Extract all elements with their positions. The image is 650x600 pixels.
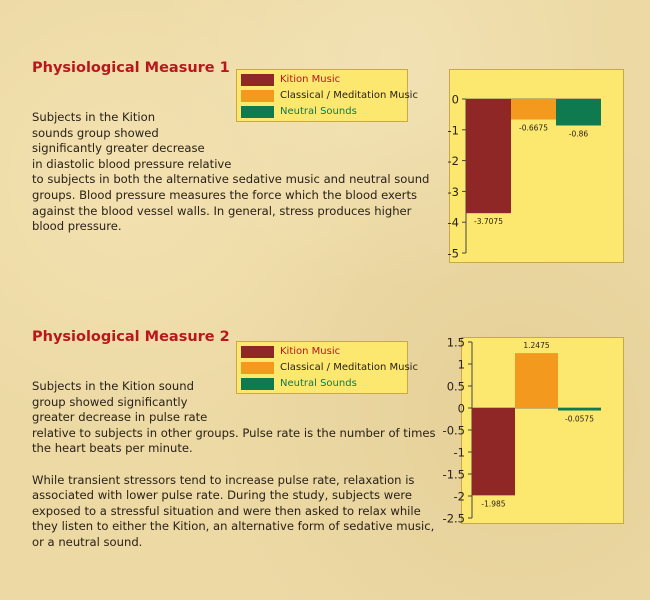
description-line: in diastolic blood pressure relative bbox=[32, 156, 232, 171]
description-line: associated with lower pulse rate. During the study, subjects were bbox=[32, 488, 412, 503]
legend-label-kition: Kition Music bbox=[280, 346, 341, 357]
legend-label-kition: Kition Music bbox=[280, 74, 341, 85]
description-line bbox=[32, 457, 436, 473]
y-tick-label: -2 bbox=[447, 154, 459, 169]
legend-swatch-classical bbox=[241, 362, 274, 374]
description-line: Subjects in the Kition sound bbox=[32, 379, 194, 393]
y-tick-label: 1.5 bbox=[446, 335, 465, 350]
description-line: greater decrease in pulse rate bbox=[32, 410, 208, 425]
bar-value-label: -0.6675 bbox=[519, 123, 548, 133]
bar-value-label: -0.0575 bbox=[565, 414, 594, 424]
bar-chart-2 bbox=[442, 335, 625, 526]
description-line: blood pressure. bbox=[32, 219, 122, 234]
bar-value-label: 1.2475 bbox=[523, 341, 550, 351]
legend-label-classical: Classical / Meditation Music bbox=[280, 90, 418, 101]
description-line: significantly greater decrease bbox=[32, 141, 205, 156]
bar-classical-meditation-music bbox=[511, 99, 556, 120]
y-tick-label: 0 bbox=[451, 92, 459, 107]
y-tick-label: -0.5 bbox=[442, 423, 465, 438]
section-title-measure-1: Physiological Measure 1 bbox=[32, 60, 230, 76]
bar-value-label: -1.985 bbox=[481, 499, 506, 509]
legend-label-neutral: Neutral Sounds bbox=[280, 106, 357, 117]
description-line: they listen to either the Kition, an alternative form of sedative music, bbox=[32, 519, 435, 534]
description-line: the heart beats per minute. bbox=[32, 441, 193, 456]
description-line: While transient stressors tend to increase pulse rate, relaxation is bbox=[32, 472, 415, 487]
legend-item-classical bbox=[241, 89, 418, 103]
bar-neutral-sounds bbox=[556, 99, 601, 125]
bar-value-label: -3.7075 bbox=[474, 217, 503, 227]
description-line: exposed to a stressful situation and were then asked to relax while bbox=[32, 503, 421, 518]
description-line: sounds group showed bbox=[32, 125, 159, 140]
description-line: against the blood vessel walls. In general, stress produces higher bbox=[32, 203, 412, 218]
bar-kition-music bbox=[472, 408, 515, 495]
description-line: groups. Blood pressure measures the force which the blood exerts bbox=[32, 187, 418, 202]
legend-item-kition bbox=[241, 73, 406, 87]
bar-neutral-sounds bbox=[558, 408, 601, 411]
bar-kition-music bbox=[466, 99, 511, 213]
legend-swatch-kition bbox=[241, 346, 274, 358]
section-title-measure-2: Physiological Measure 2 bbox=[32, 329, 230, 345]
legend-swatch-kition bbox=[241, 74, 274, 86]
y-tick-label: 1 bbox=[457, 357, 465, 372]
y-tick-label: -1.5 bbox=[442, 467, 465, 482]
bar-chart-1 bbox=[447, 70, 625, 264]
chart-panel-2 bbox=[442, 335, 624, 526]
y-tick-label: 0.5 bbox=[446, 379, 465, 394]
description-line: relative to subjects in other groups. Pulse rate is the number of times bbox=[32, 425, 436, 440]
y-tick-label: -2.5 bbox=[442, 511, 465, 526]
y-tick-label: -3 bbox=[447, 184, 459, 199]
legend-item-classical bbox=[241, 361, 418, 375]
chart-panel-1 bbox=[449, 69, 624, 263]
y-tick-label: -1 bbox=[447, 123, 459, 138]
legend-label-neutral: Neutral Sounds bbox=[280, 378, 357, 389]
bar-value-label: -0.86 bbox=[568, 129, 589, 139]
legend-item-kition bbox=[241, 345, 406, 359]
y-tick-label: -2 bbox=[453, 489, 465, 504]
y-tick-label: 0 bbox=[457, 401, 465, 416]
description-line: Subjects in the Kition bbox=[32, 110, 156, 124]
legend-swatch-classical bbox=[241, 90, 274, 102]
measure-2-description bbox=[32, 379, 436, 551]
y-tick-label: -5 bbox=[447, 246, 459, 261]
y-tick-label: -4 bbox=[447, 215, 459, 230]
measure-1-description bbox=[32, 110, 429, 235]
description-line: to subjects in both the alternative sedative music and neutral sound bbox=[32, 172, 430, 187]
description-line: or a neutral sound. bbox=[32, 534, 143, 549]
legend-label-classical: Classical / Meditation Music bbox=[280, 362, 418, 373]
bar-classical-meditation-music bbox=[515, 353, 558, 408]
description-line: group showed significantly bbox=[32, 394, 188, 409]
y-tick-label: -1 bbox=[453, 445, 465, 460]
